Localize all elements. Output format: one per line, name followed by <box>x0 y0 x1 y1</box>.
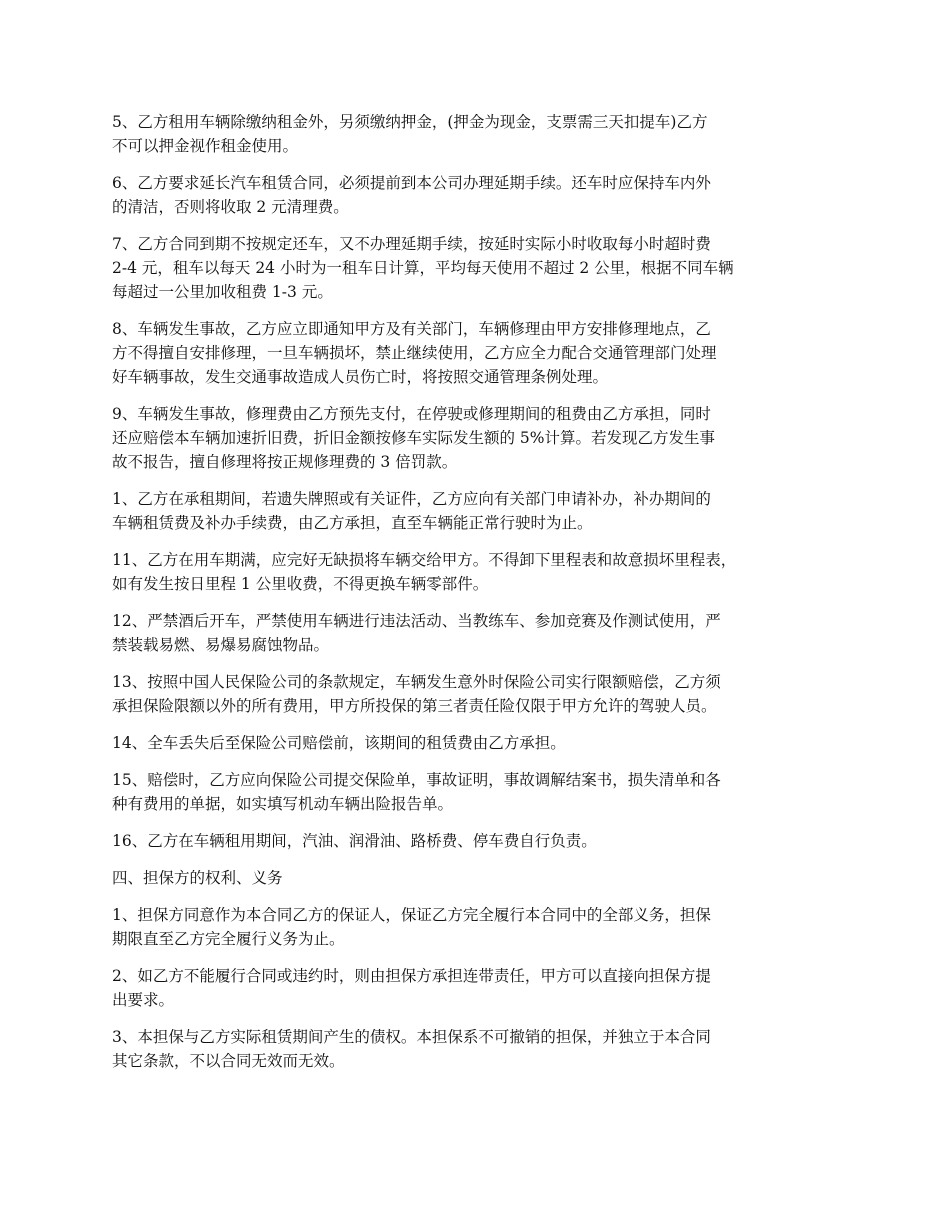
guarantor-clause-1: 1、担保方同意作为本合同乙方的保证人，保证乙方完全履行本合同中的全部义务，担保 期限直至乙方完全履行义务为止。 <box>112 906 711 948</box>
clause-13: 13、按照中国人民保险公司的条款规定，车辆发生意外时保险公司实行限额赔偿，乙方须 承担保险限额以外的所有费用，甲方所投保的第三者责任险仅限于甲方允许的驾驶人员。 <box>112 673 721 715</box>
guarantor-clause-3: 3、本担保与乙方实际租赁期间产生的债权。本担保系不可撤销的担保，并独立于本合同 其它条款，不以合同无效而无效。 <box>112 1028 711 1070</box>
clause-9: 9、车辆发生事故，修理费由乙方预先支付，在停驶或修理期间的租费由乙方承担，同时 还应赔偿本车辆加速折旧费，折旧金额按修车实际发生额的 5%计算。若发现乙方发生事 故不报告，擅自修理将按正规修理费的 3 倍罚款。 <box>112 405 716 471</box>
clause-5: 5、乙方租用车辆除缴纳租金外，另须缴纳押金，(押金为现金，支票需三天扣提车)乙方 不可以押金视作租金使用。 <box>112 113 708 155</box>
clause-7: 7、乙方合同到期不按规定还车，又不办理延期手续，按延时实际小时收取每小时超时费 2-4 元，租车以每天 24 小时为一租车日计算，平均每天使用不超过 2 公里，根据不同车辆 每超过一公里加收租费 1-3 元。 <box>112 235 734 301</box>
clause-10: 1、乙方在承租期间，若遗失牌照或有关证件，乙方应向有关部门申请补办，补办期间的 车辆租赁费及补办手续费，由乙方承担，直至车辆能正常行驶时为止。 <box>112 490 711 532</box>
clause-12: 12、严禁酒后开车，严禁使用车辆进行违法活动、当教练车、参加竞赛及作测试使用，严 禁装载易燃、易爆易腐蚀物品。 <box>112 612 721 654</box>
clause-11: 11、乙方在用车期满，应完好无缺损将车辆交给甲方。不得卸下里程表和故意损坏里程表， 如有发生按日里程 1 公里收费，不得更换车辆零部件。 <box>112 551 737 593</box>
clause-8: 8、车辆发生事故，乙方应立即通知甲方及有关部门，车辆修理由甲方安排修理地点，乙 方不得擅自安排修理，一旦车辆损坏，禁止继续使用，乙方应全力配合交通管理部门处理 好车辆事故，发生交通事故造成人员伤亡时，将按照交通管理条例处理。 <box>112 320 717 386</box>
clause-6: 6、乙方要求延长汽车租赁合同，必须提前到本公司办理延期手续。还车时应保持车内外 的清洁，否则将收取 2 元清理费。 <box>112 174 711 216</box>
section-heading-guarantor: 四、担保方的权利、义务 <box>112 869 283 887</box>
clause-14: 14、全车丢失后至保险公司赔偿前，该期间的租赁费由乙方承担。 <box>112 734 566 752</box>
document-page <box>112 110 852 1086</box>
clause-15: 15、赔偿时，乙方应向保险公司提交保险单，事故证明，事故调解结案书，损失清单和各 种有费用的单据，如实填写机动车辆出险报告单。 <box>112 771 721 813</box>
clause-16: 16、乙方在车辆租用期间，汽油、润滑油、路桥费、停车费自行负责。 <box>112 832 597 850</box>
guarantor-clause-2: 2、如乙方不能履行合同或违约时，则由担保方承担连带责任，甲方可以直接向担保方提 出要求。 <box>112 967 711 1009</box>
